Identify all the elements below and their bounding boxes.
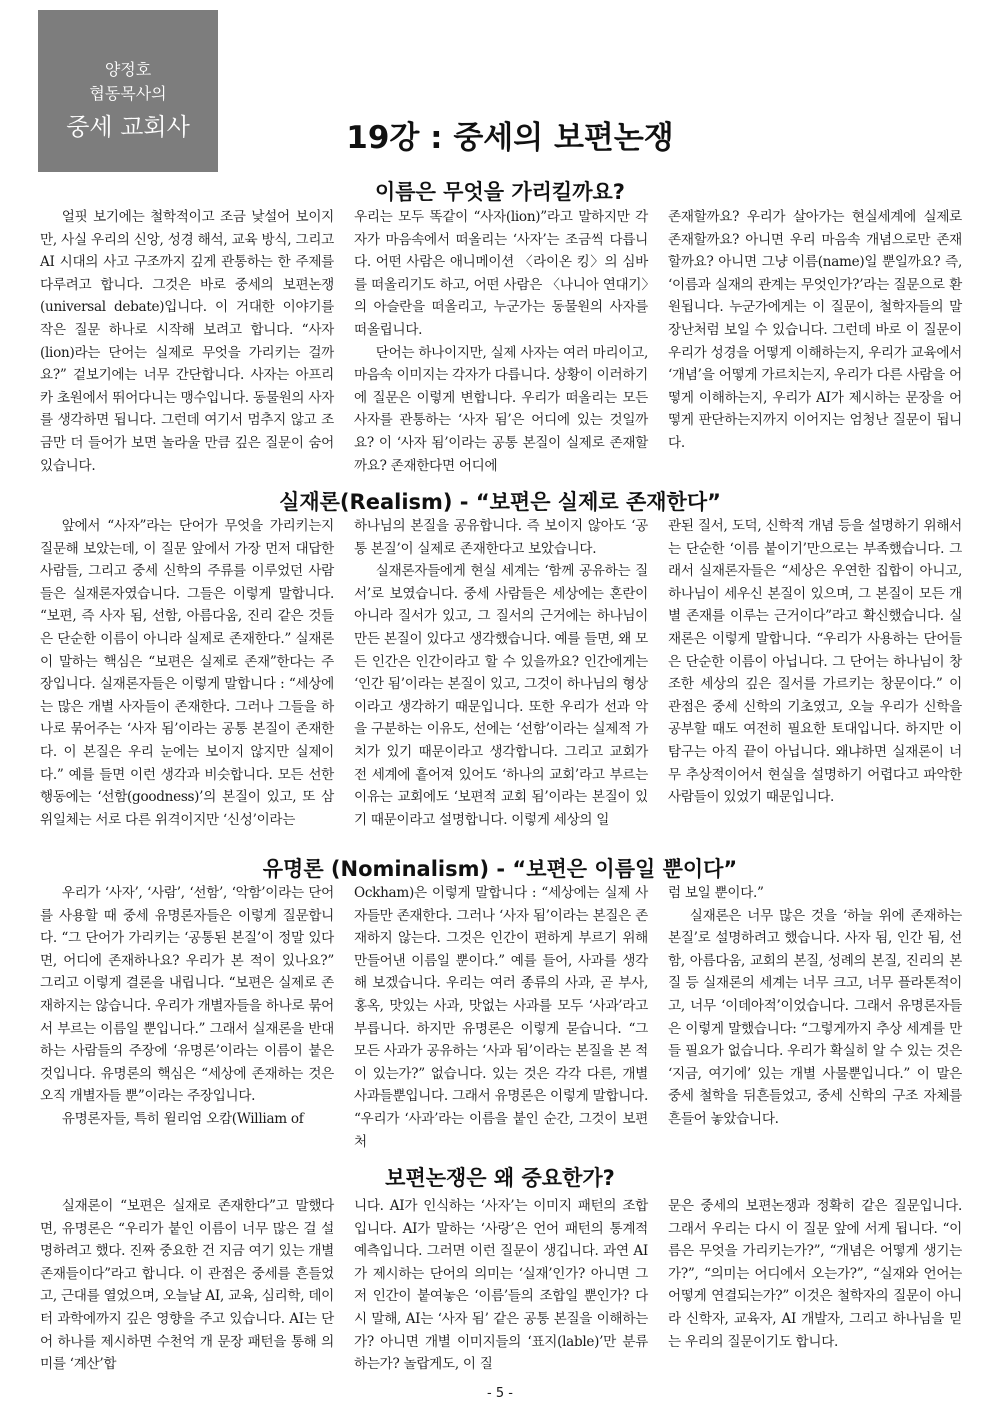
paragraph: 우리는 모두 똑같이 “사자(lion)”라고 말하지만 각자가 마음속에서 떠올리는 ‘사자’는 조금씩 다릅니다. 어떤 사람은 애니메이션 〈라이온 킹〉의 심바를 떠올리기도 하고, 어떤 사람은 〈나니아 연대기〉의 아슬란을 떠올리고, 누군가는 동물원의 사자를 떠올립니다.	[354, 209, 648, 338]
paragraph: 우리가 ‘사자’, ‘사람’, ‘선함’, ‘악함’이라는 단어를 사용할 때 중세 유명론자들은 이렇게 질문합니다. “그 단어가 가리키는 ‘공통된 본질’이 정말 있다면, 어디에 존재하나요? 우리가 본 적이 있나요?” 그리고 이렇게 결론을 내립니다. “보편은 실제로 존재하지는 않습니다. 우리가 개별자들을 하나로 묶어서 부르는 이름일 뿐입니다.” 그래서 실재론을 반대하는 사람들의 주장에 ‘유명론’이라는 이름이 붙은 것입니다. 유명론의 핵심은 “세상에 존재하는 것은 오직 개별자들 뿐”이라는 주장입니다.	[40, 885, 334, 1105]
paragraph: 관된 질서, 도덕, 신학적 개념 등을 설명하기 위해서는 단순한 ‘이름 붙이기’만으로는 부족했습니다. 그래서 실재론자들은 “세상은 우연한 집합이 아니고, 하나님이 세우신 본질이 있으며, 그 본질이 모든 개별 존재를 이루는 근거이다”라고 확신했습니다. 실재론은 이렇게 말합니다. “우리가 사용하는 단어들은 단순한 이름이 아닙니다. 그 단어는 하나님이 창조한 세상의 깊은 질서를 가르키는 창문이다.” 이 관점은 중세 신학의 기초였고, 오늘 우리가 신학을 공부할 때도 여전히 필요한 토대입니다. 하지만 이 탐구는 아직 끝이 아닙니다. 왜냐하면 실재론이 너무 추상적이어서 현실을 설명하기 어렵다고 파악한 사람들이 있었기 때문입니다.	[668, 518, 962, 806]
text-column	[668, 882, 962, 1153]
text-column	[354, 882, 648, 1153]
paragraph: 실재론은 너무 많은 것을 ‘하늘 위에 존재하는 본질’로 설명하려고 했습니다. 사자 됨, 인간 됨, 선함, 아름다움, 교회의 본질, 성례의 본질, 진리의 본질 등 실재론의 세계는 너무 크고, 너무 플라톤적이고, 너무 ‘이데아적’이었습니다. 그래서 유명론자들은 이렇게 말했습니다: “그렇게까지 추상 세계를 만들 필요가 없습니다. 우리가 확실히 알 수 있는 것은 ‘지금, 여기에’ 있는 개별 사물뿐입니다.” 이 말은 중세 철학을 뒤흔들었고, 중세 신학의 구조 자체를 흔들어 놓았습니다.	[668, 907, 962, 1127]
section-body-realism	[40, 515, 962, 831]
author-line-2: 협동목사의	[89, 84, 167, 103]
section-heading-importance: 보편논쟁은 왜 중요한가?	[385, 1166, 615, 1190]
section-body-nominalism	[40, 882, 962, 1153]
text-column	[40, 1195, 334, 1376]
series-badge	[38, 10, 218, 172]
author-line-1: 양정호	[104, 60, 152, 79]
paragraph: 니다. AI가 인식하는 ‘사자’는 이미지 패턴의 조합입니다. AI가 말하는 ‘사랑’은 언어 패턴의 통계적 예측입니다. 그러면 이런 질문이 생깁니다. 과연 AI가 제시하는 단어의 의미는 ‘실재’인가? 아니면 그저 인간이 붙여놓은 ‘이름’들의 조합일 뿐인가? 다시 말해, AI는 ‘사자 됨’ 같은 공통 본질을 이해하는가? 아니면 개별 이미지들의 ‘표지(lable)’만 분류하는가? 놀랍게도, 이 질	[354, 1198, 648, 1373]
text-column	[354, 1195, 648, 1376]
section-body-names	[40, 206, 962, 477]
section-body-importance	[40, 1195, 962, 1376]
text-column	[354, 206, 648, 477]
lecture-title: 19강 : 중세의 보편논쟁	[346, 120, 674, 156]
paragraph: Ockham)은 이렇게 말합니다 : “세상에는 실제 사자들만 존재한다. 그러나 ‘사자 됨’이라는 본질은 존재하지 않는다. 그것은 인간이 편하게 부르기 위해 만들어낸 이름일 뿐이다.” 예를 들어, 사과를 생각해 보겠습니다. 우리는 여러 종류의 사과, 곧 부사, 홍옥, 맛있는 사과, 맛없는 사과를 모두 ‘사과’라고 부릅니다. 하지만 유명론은 이렇게 묻습니다. “그 모든 사과가 공유하는 ‘사과 됨’이라는 본질을 본 적이 있는가?” 없습니다. 있는 것은 각각 다른, 개별 사과들뿐입니다. 그래서 유명론은 이렇게 말합니다. “우리가 ‘사과’라는 이름을 붙인 순간, 그것이 보편처	[354, 885, 648, 1150]
paragraph: 앞에서 “사자”라는 단어가 무엇을 가리키는지 질문해 보았는데, 이 질문 앞에서 가장 먼저 대답한 사람들, 그리고 중세 신학의 주류를 이루었던 사람들은 실재론자였습니다. 그들은 이렇게 말합니다. “보편, 즉 사자 됨, 선함, 아름다움, 진리 같은 것들은 단순한 이름이 아니라 실제로 존재한다.” 실재론이 말하는 핵심은 “보편은 실제로 존재”한다는 주장입니다. 실재론자들은 이렇게 말합니다 : “세상에는 많은 개별 사자들이 존재한다. 그러나 그들을 하나로 묶어주는 ‘사자 됨’이라는 공통 본질이 존재한다. 이 본질은 우리 눈에는 보이지 않지만 실제이다.” 예를 들면 이런 생각과 비슷합니다. 모든 선한 행동에는 ‘선함(goodness)’의 본질이 있고, 또 삼위일체는 서로 다른 위격이지만 ‘신성’이라는	[40, 518, 334, 828]
section-heading-nominalism: 유명론 (Nominalism) - “보편은 이름일 뿐이다”	[262, 857, 738, 881]
paragraph: 실재론이 “보편은 실재로 존재한다”고 말했다면, 유명론은 “우리가 붙인 이름이 너무 많은 걸 설명하려고 했다. 진짜 중요한 건 지금 여기 있는 개별 존재들이다”라고 합니다. 이 관점은 중세를 흔들었고, 근대를 열었으며, 오늘날 AI, 교육, 심리학, 데이터 과학에까지 깊은 영향을 주고 있습니다. AI는 단어 하나를 제시하면 수천억 개 문장 패턴을 통해 의미를 ‘계산’합	[40, 1198, 334, 1373]
paragraph: 유명론자들, 특히 윌리엄 오캄(William of	[61, 1110, 304, 1127]
series-title: 중세 교회사	[66, 113, 190, 141]
text-column	[668, 515, 962, 831]
paragraph: 실재론자들에게 현실 세계는 ‘함께 공유하는 질서’로 보였습니다. 중세 사람들은 세상에는 혼란이 아니라 질서가 있고, 그 질서의 근거에는 하나님이 만든 본질이 있다고 생각했습니다. 예를 들면, 왜 모든 인간은 인간이라고 할 수 있을까요? 인간에게는 ‘인간 됨’이라는 본질이 있고, 그것이 하나님의 형상이라고 생각하기 때문입니다. 또한 우리가 선과 악을 구분하는 이유도, 선에는 ‘선함’이라는 실제적 가치가 있기 때문이라고 생각합니다. 그리고 교회가 전 세계에 흩어져 있어도 ‘하나의 교회’라고 부르는 이유는 교회에도 ‘보편적 교회 됨’이라는 본질이 있기 때문이라고 설명합니다. 이렇게 세상의 일	[354, 563, 648, 828]
paragraph: 문은 중세의 보편논쟁과 정확히 같은 질문입니다. 그래서 우리는 다시 이 질문 앞에 서게 됩니다. “이름은 무엇을 가리키는가?”, “개념은 어떻게 생기는가?”, “의미는 어디에서 오는가?”, “실재와 언어는 어떻게 연결되는가?” 이것은 철학자의 질문이 아니라 신학자, 교육자, AI 개발자, 그리고 하나님을 믿는 우리의 질문이기도 합니다.	[668, 1198, 962, 1350]
section-heading-realism: 실재론(Realism) - “보편은 실제로 존재한다”	[279, 490, 721, 514]
paragraph: 존재할까요? 우리가 살아가는 현실세계에 실제로 존재할까요? 아니면 우리 마음속 개념으로만 존재할까요? 아니면 그냥 이름(name)일 뿐일까요? 즉, ‘이름과 실재의 관계는 무엇인가?’라는 질문으로 환원됩니다. 누군가에게는 이 질문이, 철학자들의 말장난처럼 보일 수 있습니다. 그런데 바로 이 질문이 우리가 성경을 어떻게 이해하는지, 우리가 교육에서 ‘개념’을 어떻게 가르치는지, 우리가 다른 사람을 어떻게 이해하는지, 우리가 AI가 제시하는 문장을 어떻게 판단하는지까지 이어지는 엄청난 질문이 됩니다.	[668, 209, 962, 451]
paragraph: 하나님의 본질을 공유합니다. 즉 보이지 않아도 ‘공통 본질’이 실제로 존재한다고 보았습니다.	[354, 518, 648, 557]
paragraph: 얼핏 보기에는 철학적이고 조금 낯설어 보이지만, 사실 우리의 신앙, 성경 해석, 교육 방식, 그리고 AI 시대의 사고 구조까지 깊게 관통하는 한 주제를 다루려고 합니다. 그것은 바로 중세의 보편논쟁(universal debate)입니다. 이 거대한 이야기를 작은 질문 하나로 시작해 보려고 합니다. “사자(lion)라는 단어는 실제로 무엇을 가리키는 걸까요?” 겉보기에는 너무 간단합니다. 사자는 아프리카 초원에서 뛰어다니는 맹수입니다. 동물원의 사자를 생각하면 됩니다. 그런데 여기서 멈추지 않고 조금만 더 들어가 보면 놀라울 만큼 깊은 질문이 숨어 있습니다.	[40, 209, 334, 474]
section-heading-names: 이름은 무엇을 가리킬까요?	[375, 180, 625, 204]
text-column	[354, 515, 648, 831]
text-column	[668, 206, 962, 477]
text-column	[668, 1195, 962, 1376]
paragraph: 단어는 하나이지만, 실제 사자는 여러 마리이고, 마음속 이미지는 각자가 다릅니다. 상황이 이러하기에 질문은 이렇게 변합니다. 우리가 떠올리는 모든 사자를 관통하는 ‘사자 됨’은 어디에 있는 것일까요? 이 ‘사자 됨’이라는 공통 본질이 실제로 존재할까요? 존재한다면 어디에	[354, 344, 648, 474]
text-column	[40, 882, 334, 1153]
paragraph: 럼 보일 뿐이다.”	[668, 885, 764, 901]
text-column	[40, 515, 334, 831]
page-number: - 5 -	[487, 1386, 513, 1401]
text-column	[40, 206, 334, 477]
